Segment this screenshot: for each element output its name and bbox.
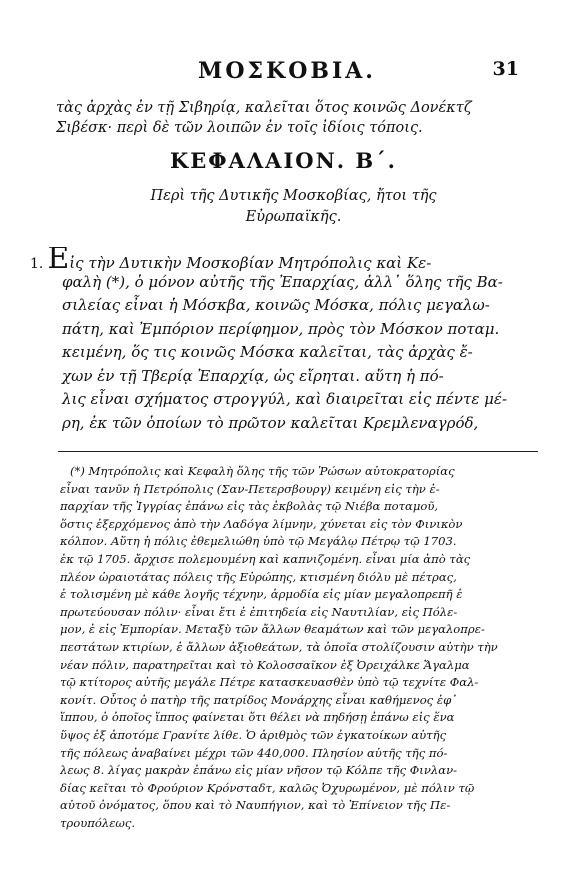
chapter-heading: ΚΕΦΑΛΑΙΟΝ. Β΄. [170,148,397,173]
footnote-line: τῷ κτίτορος αὐτῆς μεγάλε Πέτρε κατασκευασθὲν ὑπὸ τῷ τεχνίτε Φαλ- [60,675,479,690]
footnote-line: νέαν πόλιν, παρατηρεῖται καὶ τὸ Κολοσσαῖκον ἐξ Ὀρειχάλκε Ἄγαλμα [60,657,470,672]
text-line: Σιβέσκ· περὶ δὲ τῶν λοιπῶν ἐν τοῖς ἰδίοις τόποις. [56,120,423,136]
footnote-line: ὅστις ἐξερχόμενος ἀπὸ τὴν Λαδόγα λίμνην, χύνεται εἰς τὸν Φινικὸν [60,516,463,531]
footnote-divider [58,451,538,452]
footnote-line: λεως 8. λίγας μακρὰν ἐπάνω εἰς μίαν νῆσον τῷ Κόλπε τῆς Φινλαν- [60,763,458,778]
footnote-line: μον, ἐ εἰς Ἐμπορίαν. Μεταξὺ τῶν ἄλλων θεαμάτων καὶ τῶν μεγαλοπρε- [60,622,485,637]
footnote-line: τρουπόλεως. [60,815,136,830]
text-line: σιλείας εἶναι ἡ Μόσκβα, κοινῶς Μόσκα, πόλις μεγαλω- [62,296,490,314]
paragraph-first-line [30,247,532,271]
footnote-line: δίας κεῖται τὸ Φρούριον Κρόνσταδτ, καλῶς Ὀχυρωμένον, μὲ πόλιν τῷ [60,780,475,795]
footnote-line: αὐτοῦ ὀνόματος, ὅπου καὶ τὸ Ναυπήγιον, καὶ τὸ Ἐπίνειον τῆς Πε- [60,798,451,813]
footnote-line: παρχίαν τῆς Ἰγγρίας ἐπάνω εἰς τὰς ἐκβολὰς τῷ Νιέβα ποταμοῦ, [60,499,439,514]
text-line: ἰς τὴν Δυτικὴν Μοσκοβίαν Μητρόπολις καὶ Κε- [69,254,432,271]
subtitle-line: Περὶ τῆς Δυτικῆς Μοσκοβίας, ἤτοι τῆς [150,188,437,204]
footnote-line: ἵππου, ὁ ὁποῖος ἵππος φαίνεται ὅτι θέλει νὰ πηδήσῃ ἐπάνω εἰς ἕνα [60,710,455,725]
text-line: ρη, ἐκ τῶν ὁποίων τὸ πρῶτον καλεῖται Κρεμλεναγρόδ, [62,413,479,432]
footnote-line: πρωτεύουσαν πόλιν· εἶναι ἔτι ἐ ἐπιτηδεία εἰς Ναυτιλίαν, εἰς Πόλε- [60,604,458,619]
footnote-line: ἐ τολισμένη μὲ κάθε λογῆς τέχνην, ἁρμοδία εἰς μίαν μεγαλοπρεπῆ ἐ [60,587,463,602]
paragraph-number: 1. [30,256,44,271]
running-head [55,58,519,88]
footnote-line: (*) Μητρόπολις καὶ Κεφαλὴ ὅλης τῆς τῶν Ῥώσων αὐτοκρατορίας [70,464,455,478]
subtitle-line: Εὐρωπαϊκῆς. [245,209,342,225]
footnote-line: εἶναι τανῦν ἡ Πετρόπολις (Σαν-Πετερσβουργ) κειμένη εἰς τὴν ἐ- [60,481,440,496]
continued-text [56,98,526,138]
main-paragraph [30,247,532,435]
text-line: λις εἶναι σχήματος στρογγύλ, καὶ διαιρεῖται εἰς πέντε μέ- [62,390,508,408]
footnote-line: ὕψος ἐξ ἀποτόμε Γρανίτε λίθε. Ὁ ἀριθμὸς τῶν ἐγκατοίκων αὐτῆς [60,727,447,742]
footnote-line: πλέον ὡραιοτάτας πόλεις τῆς Εὐρώπης, κτισμένη διόλυ μὲ πέτρας, [60,569,457,584]
text-line: πάτη, καὶ Ἐμπόριον περίφημον, πρὸς τὸν Μόσκον ποταμ. [62,319,500,338]
footnote-line: πεστάτων κτιρίων, ἐ ἄλλων ἀξιοθεάτων, τὰ ὁποῖα στολίζουσιν αὐτὴν τὴν [60,639,498,654]
running-head-title: ΜΟΣΚΟΒΙΑ. [198,58,376,84]
footnote-line: κόλπον. Αὕτη ἡ πόλις ἐθεμελιώθη ὑπὸ τῷ Μεγάλῳ Πέτρῳ τῷ 1703. [60,534,457,549]
page-number: 31 [492,58,519,80]
text-line: τὰς ἀρχὰς ἐν τῇ Σιβηρίᾳ, καλεῖται ὅτος κοινῶς Δονέκτζ [56,100,472,116]
text-line: κειμένη, ὅς τις κοινῶς Μόσκα καλεῖται, τὰς ἀρχὰς ἔ- [62,343,473,361]
text-line: φαλὴ (*), ὁ μόνον αὐτῆς τῆς Ἐπαρχίας, ἀλλ᾽ ὅλης τῆς Βα- [62,272,503,291]
footnote [60,463,536,832]
text-line: χων ἐν τῇ Τβερίᾳ Ἐπαρχίᾳ, ὡς εἴρηται. αὕτη ἡ πό- [62,366,444,385]
footnote-line: ἐκ τῷ 1705. ἄρχισε πολεμουμένη καὶ καπνιζομένη. εἶναι μία ἀπὸ τὰς [60,551,471,566]
chapter-subtitle [80,186,507,228]
footnote-line: κονίτ. Οὗτος ὁ πατὴρ τῆς πατρίδος Μονάρχης εἶναι καθήμενος ἐφ᾽ [60,692,457,707]
drop-initial: Ε [47,247,70,271]
footnote-line: τῆς πόλεως ἀναβαίνει μέχρι τῶν 440,000. Πλησίον αὐτῆς τῆς πό- [60,745,448,760]
